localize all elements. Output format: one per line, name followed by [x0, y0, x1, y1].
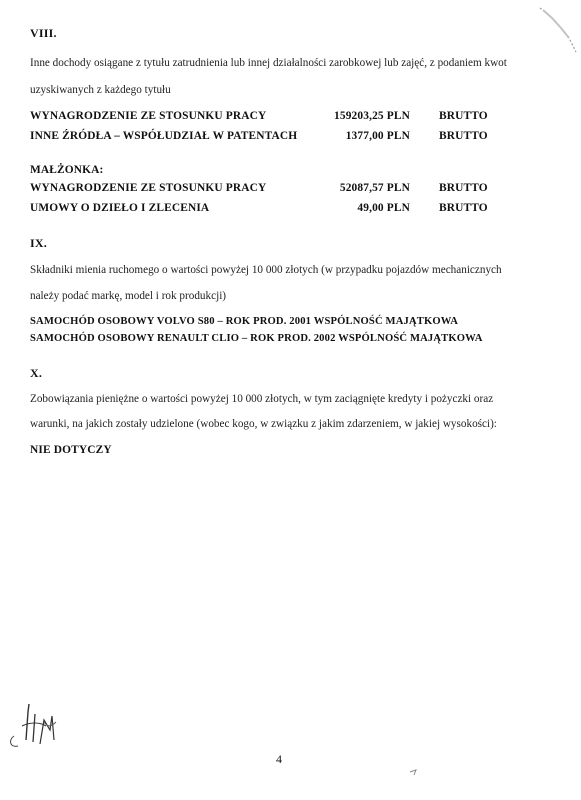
- section-ix-intro-line-1: Składniki mienia ruchomego o wartości powyżej 10 000 złotych (w przypadku pojazdów mechanicznych: [30, 264, 502, 276]
- section-ix-heading: IX.: [30, 236, 47, 250]
- section-ix-intro-line-2: należy podać markę, model i rok produkcji): [30, 290, 227, 302]
- spouse-income-amount: 52087,57 PLN: [339, 182, 410, 194]
- scan-mark: [408, 766, 428, 778]
- section-x-intro-line-1: Zobowiązania pieniężne o wartości powyżej 10 000 złotych, w tym zaciągnięte kredyty i pożyczki oraz: [30, 393, 494, 405]
- income-amount: 1377,00 PLN: [345, 130, 410, 142]
- income-label: WYNAGRODZENIE ZE STOSUNKU PRACY: [30, 110, 267, 122]
- spouse-income-amount: 49,00 PLN: [357, 202, 410, 214]
- page-number: 4: [276, 752, 282, 766]
- section-viii-intro-line-2: uzyskiwanych z każdego tytułu: [30, 84, 171, 96]
- spouse-income-type: BRUTTO: [439, 202, 488, 214]
- income-type: BRUTTO: [439, 130, 488, 142]
- section-x-heading: X.: [30, 366, 43, 380]
- section-viii-heading: VIII.: [30, 26, 57, 40]
- movable-asset-item: SAMOCHÓD OSOBOWY RENAULT CLIO – ROK PROD. 2002 WSPÓLNOŚĆ MAJĄTKOWA: [30, 333, 483, 344]
- income-amount: 159203,25 PLN: [334, 110, 410, 122]
- spouse-heading: MAŁŻONKA:: [30, 164, 104, 176]
- income-label: INNE ŹRÓDŁA – WSPÓŁUDZIAŁ W PATENTACH: [30, 130, 298, 142]
- section-x-answer: NIE DOTYCZY: [30, 444, 112, 456]
- income-type: BRUTTO: [439, 110, 488, 122]
- movable-asset-item: SAMOCHÓD OSOBOWY VOLVO S80 – ROK PROD. 2001 WSPÓLNOŚĆ MAJĄTKOWA: [30, 316, 459, 327]
- spouse-income-type: BRUTTO: [439, 182, 488, 194]
- spouse-income-label: UMOWY O DZIEŁO I ZLECENIA: [30, 202, 210, 214]
- section-x-intro-line-2: warunki, na jakich zostały udzielone (wobec kogo, w związku z jakim zdarzeniem, w jakiej wysokości):: [30, 418, 497, 430]
- spouse-income-label: WYNAGRODZENIE ZE STOSUNKU PRACY: [30, 182, 267, 194]
- handwritten-signature: [0, 700, 80, 760]
- section-viii-intro-line-1: Inne dochody osiągane z tytułu zatrudnienia lub innej działalności zarobkowej lub zajęć, z podaniem kwot: [30, 57, 507, 69]
